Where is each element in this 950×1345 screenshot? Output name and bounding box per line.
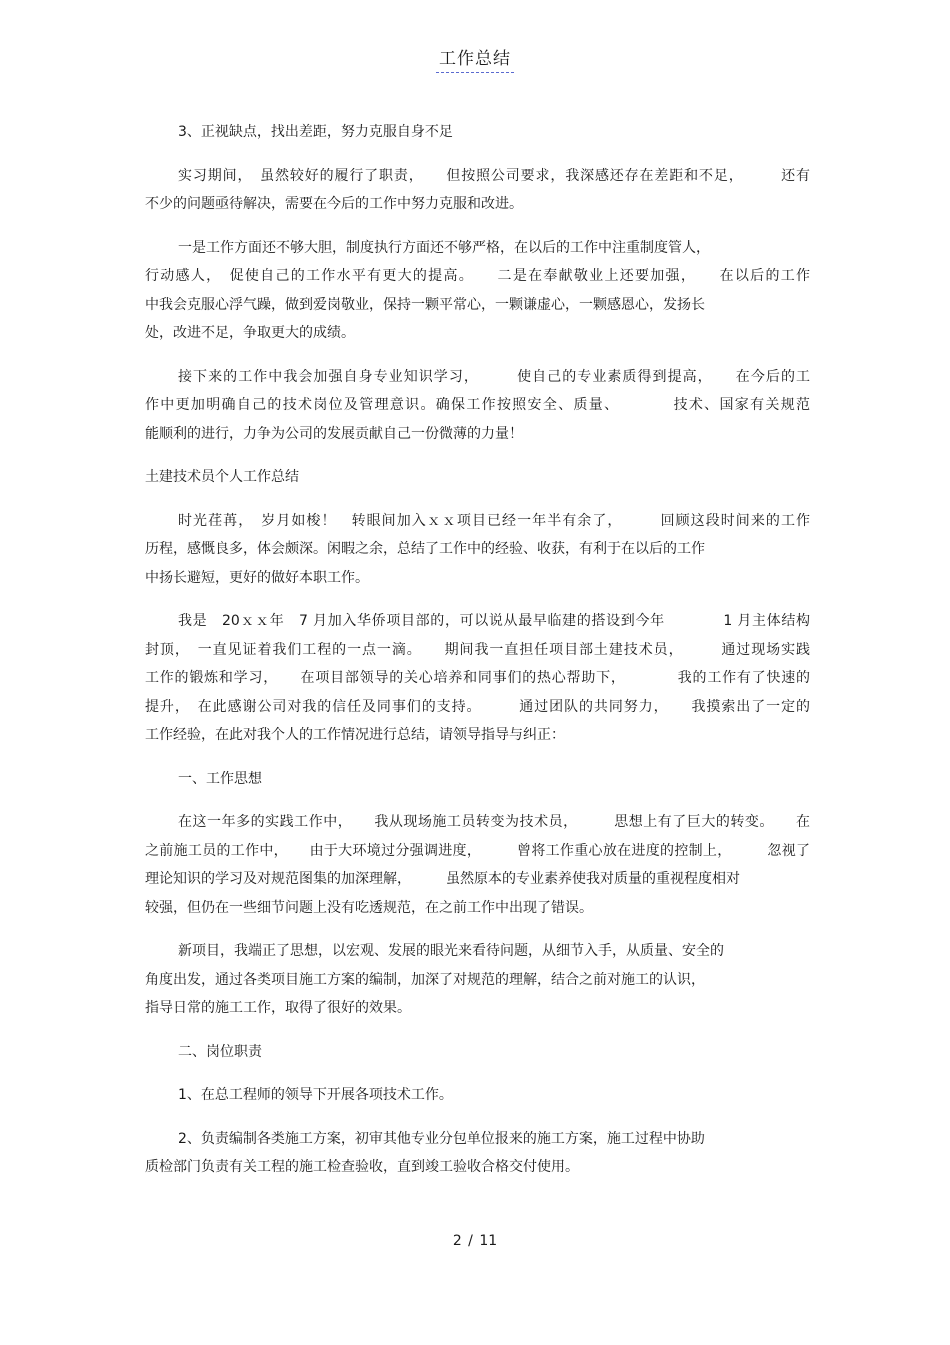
text-line: 中我会克服心浮气躁，做到爱岗敬业，保持一颗平常心，一颗谦虚心，一颗感恩心，发扬长 bbox=[145, 296, 705, 313]
paragraph bbox=[145, 607, 810, 750]
paragraph bbox=[145, 1125, 810, 1182]
paragraph bbox=[145, 808, 810, 922]
paragraph bbox=[145, 463, 810, 492]
text-line: 1、在总工程师的领导下开展各项技术工作。 bbox=[178, 1087, 453, 1103]
page-title: 工作总结 bbox=[436, 47, 514, 73]
paragraph bbox=[145, 1081, 810, 1110]
document-body bbox=[145, 118, 810, 1197]
paragraph bbox=[145, 118, 810, 147]
text-line: 质检部门负责有关工程的施工检查验收，直到竣工验收合格交付使用。 bbox=[145, 1159, 579, 1175]
paragraph bbox=[145, 937, 810, 1023]
text-line: 一、工作思想 bbox=[178, 770, 262, 787]
text-line: 工作经验，在此对我个人的工作情况进行总结，请领导指导与纠正： bbox=[145, 727, 565, 743]
text-line: 在这一年多的实践工作中， 我从现场施工员转变为技术员， 思想上有了巨大的转变。 在 bbox=[178, 814, 810, 830]
paragraph bbox=[145, 765, 810, 794]
text-line: 3、正视缺点，找出差距，努力克服自身不足 bbox=[178, 124, 453, 140]
text-line: 处，改进不足，争取更大的成绩。 bbox=[145, 325, 355, 341]
text-line: 提升， 在此感谢公司对我的信任及同事们的支持。 通过团队的共同努力， 我摸索出了一定的 bbox=[145, 698, 810, 715]
text-line: 实习期间， 虽然较好的履行了职责， 但按照公司要求，我深感还存在差距和不足， 还有 bbox=[178, 167, 810, 184]
text-line: 行动感人， 促使自己的工作水平有更大的提高。 二是在奉献敬业上还要加强， 在以后的工作 bbox=[145, 268, 810, 284]
text-line: 封顶， 一直见证着我们工程的一点一滴。 期间我一直担任项目部土建技术员， 通过现场实践 bbox=[145, 641, 810, 658]
text-line: 历程，感慨良多，体会颇深。闲暇之余，总结了工作中的经验、收获，有利于在以后的工作 bbox=[145, 541, 705, 557]
text-line: 较强，但仍在一些细节问题上没有吃透规范，在之前工作中出现了错误。 bbox=[145, 899, 593, 916]
text-line: 指导日常的施工工作，取得了很好的效果。 bbox=[145, 1000, 411, 1016]
paragraph bbox=[145, 162, 810, 219]
text-line: 作中更加明确自己的技术岗位及管理意识。确保工作按照安全、质量、 技术、国家有关规范 bbox=[145, 397, 810, 413]
paragraph bbox=[145, 507, 810, 593]
text-line: 不少的问题亟待解决，需要在今后的工作中努力克服和改进。 bbox=[145, 196, 523, 212]
text-line: 工作的锻炼和学习， 在项目部领导的关心培养和同事们的热心帮助下， 我的工作有了快速的 bbox=[145, 670, 810, 686]
page-header bbox=[0, 47, 950, 73]
text-line: 能顺利的进行，力争为公司的发展贡献自己一份微薄的力量！ bbox=[145, 425, 523, 442]
text-line: 接下来的工作中我会加强自身专业知识学习， 使自己的专业素质得到提高， 在今后的工 bbox=[178, 368, 810, 385]
page-number: 2 / 11 bbox=[452, 1233, 498, 1249]
text-line: 2、负责编制各类施工方案，初审其他专业分包单位报来的施工方案，施工过程中协助 bbox=[178, 1130, 705, 1147]
text-line: 一是工作方面还不够大胆，制度执行方面还不够严格，在以后的工作中注重制度管人， bbox=[178, 239, 710, 256]
text-line: 之前施工员的工作中， 由于大环境过分强调进度， 曾将工作重心放在进度的控制上， 忽视了 bbox=[145, 842, 810, 859]
paragraph bbox=[145, 1038, 810, 1067]
text-line: 土建技术员个人工作总结 bbox=[145, 469, 299, 485]
text-line: 新项目，我端正了思想，以宏观、发展的眼光来看待问题，从细节入手，从质量、安全的 bbox=[178, 943, 724, 959]
text-line: 时光荏苒， 岁月如梭！ 转眼间加入ｘｘ项目已经一年半有余了， 回顾这段时间来的工作 bbox=[178, 512, 810, 529]
paragraph bbox=[145, 363, 810, 449]
text-line: 角度出发，通过各类项目施工方案的编制，加深了对规范的理解，结合之前对施工的认识， bbox=[145, 971, 705, 988]
paragraph bbox=[145, 234, 810, 348]
text-line: 理论知识的学习及对规范图集的加深理解， 虽然原本的专业素养使我对质量的重视程度相对 bbox=[145, 871, 740, 887]
text-line: 二、岗位职责 bbox=[178, 1043, 262, 1060]
text-line: 我是 20ｘｘ年 7 月加入华侨项目部的，可以说从最早临建的搭设到今年 1 月主体结构 bbox=[178, 613, 810, 629]
text-line: 中扬长避短，更好的做好本职工作。 bbox=[145, 569, 369, 586]
